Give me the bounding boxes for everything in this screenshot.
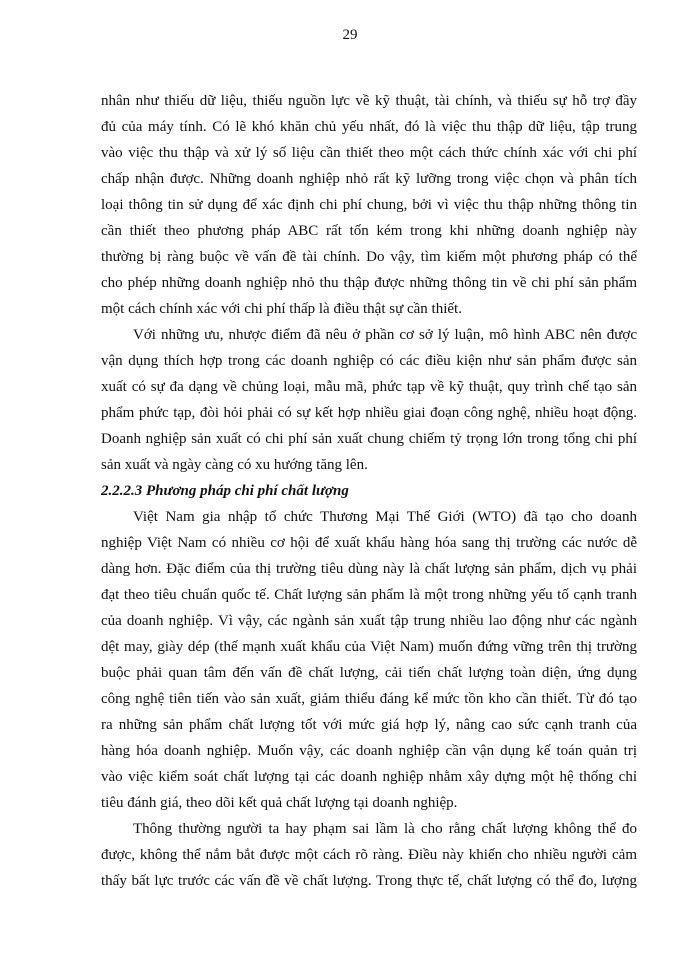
page-number: 29 <box>342 27 358 43</box>
paragraph <box>101 504 637 816</box>
text-line: loại thông tin sử dụng để xác định chi phí chung, bởi vì việc thu thập những thông tin <box>101 197 637 213</box>
text-line: cần thiết theo phương pháp ABC rất tốn kém trong khi những doanh nghiệp này <box>101 223 637 239</box>
text-line: buộc phải quan tâm đến vấn đề chất lượng, cải tiến chất lượng toàn diện, ứng dụng <box>101 665 637 681</box>
section-heading: 2.2.2.3 Phương pháp chi phí chất lượng <box>101 483 349 499</box>
text-line: nhân như thiếu dữ liệu, thiếu nguồn lực về kỹ thuật, tài chính, và thiếu sự hỗ trợ đầy <box>101 93 637 109</box>
text-line: Thông thường người ta hay phạm sai lầm là cho rằng chất lượng không thể đo <box>133 821 637 837</box>
text-line: vận dụng thích hợp trong các doanh nghiệp có các điều kiện như sản phẩm được sản <box>101 353 637 369</box>
text-line: hàng hóa doanh nghiệp. Muốn vậy, các doanh nghiệp cần vận dụng kế toán quản trị <box>101 743 637 759</box>
text-line: Việt Nam gia nhập tổ chức Thương Mại Thế Giới (WTO) đã tạo cho doanh <box>133 509 637 525</box>
paragraph-group-after-heading <box>101 504 637 894</box>
paragraph-group-before-heading <box>101 88 637 478</box>
body-text <box>101 88 637 894</box>
text-line: xuất có sự đa dạng về chủng loại, mẫu mã, phức tạp về kỹ thuật, quy trình chế tạo sản <box>101 379 637 395</box>
text-line: ra những sản phẩm chất lượng tốt với mức giá hợp lý, nâng cao sức cạnh tranh của <box>101 717 637 733</box>
text-line: sản xuất và ngày càng có xu hướng tăng lên. <box>101 457 368 473</box>
text-line: chấp nhận được. Những doanh nghiệp nhỏ rất kỹ lưỡng trong việc chọn và phân tích <box>101 171 637 187</box>
text-line: một cách chính xác với chi phí thấp là điều thật sự cần thiết. <box>101 301 462 317</box>
text-line: vào việc thu thập và xử lý số liệu cần thiết theo một cách thức chính xác với chi phí <box>101 145 637 161</box>
text-line: đủ của máy tính. Có lẽ khó khăn chủ yếu nhất, đó là việc thu thập dữ liệu, tập trung <box>101 119 637 135</box>
text-line: thấy bất lực trước các vấn đề về chất lượng. Trong thực tế, chất lượng có thể đo, lượng <box>101 873 637 889</box>
text-line: phẩm phức tạp, đòi hỏi phải có sự kết hợp nhiều giai đoạn công nghệ, nhiều hoạt động. <box>101 405 637 421</box>
text-line: dệt may, giày dép (thế mạnh xuất khẩu của Việt Nam) muốn đứng vững trên thị trường <box>101 639 637 655</box>
paragraph <box>101 322 637 478</box>
text-line: Với những ưu, nhược điểm đã nêu ở phần cơ sở lý luận, mô hình ABC nên được <box>133 327 637 343</box>
paragraph <box>101 816 637 894</box>
text-line: đạt theo tiêu chuẩn quốc tế. Chất lượng sản phẩm là một trong những yếu tố cạnh tranh <box>101 587 637 603</box>
text-line: được, không thể nắm bắt được một cách rõ ràng. Điều này khiến cho nhiều người cảm <box>101 847 637 863</box>
text-line: của doanh nghiệp. Vì vậy, các ngành sản xuất tập trung nhiều lao động như các ngành <box>101 613 637 629</box>
text-line: công nghệ tiên tiến vào sản xuất, giảm thiểu đáng kể mức tồn kho cần thiết. Từ đó tạo <box>101 691 637 707</box>
text-line: cho phép những doanh nghiệp nhỏ thu thập được những thông tin về chi phí sản phẩm <box>101 275 637 291</box>
text-line: vào việc kiểm soát chất lượng tại các doanh nghiệp nhằm xây dựng một hệ thống chỉ <box>101 769 637 785</box>
text-line: Doanh nghiệp sản xuất có chi phí sản xuất chung chiếm tỷ trọng lớn trong tổng chi phí <box>101 431 637 447</box>
paragraph <box>101 88 637 322</box>
text-line: thường bị ràng buộc về vấn đề tài chính. Do vậy, tìm kiếm một phương pháp có thể <box>101 249 637 265</box>
text-line: nghiệp Việt Nam có nhiều cơ hội để xuất khẩu hàng hóa sang thị trường các nước dễ <box>101 535 637 551</box>
text-line: dàng hơn. Đặc điểm của thị trường tiêu dùng này là chất lượng sản phẩm, dịch vụ phải <box>101 561 637 577</box>
text-line: tiêu đánh giá, theo dõi kết quả chất lượng tại doanh nghiệp. <box>101 795 458 811</box>
